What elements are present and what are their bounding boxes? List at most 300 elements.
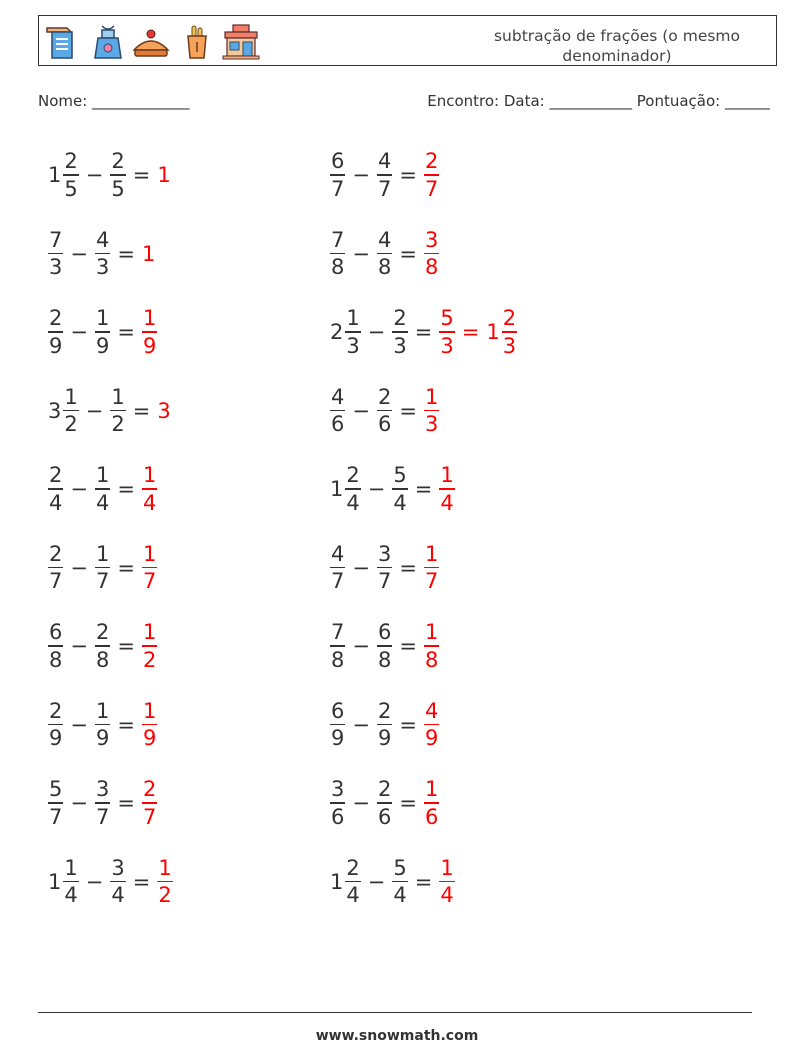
numerator: 1 xyxy=(95,463,110,488)
fraction xyxy=(142,463,157,515)
fraction xyxy=(330,385,345,437)
numerator: 1 xyxy=(64,384,78,409)
numerator: 4 xyxy=(377,149,392,174)
name-field-label: Nome: _____________ xyxy=(38,92,190,110)
answer xyxy=(424,699,439,751)
numerator: 3 xyxy=(111,855,125,880)
apron-icon xyxy=(88,22,128,62)
numerator: 2 xyxy=(49,463,63,488)
fraction-bar xyxy=(48,253,63,255)
fraction-bar xyxy=(424,724,439,726)
denominator: 4 xyxy=(142,490,157,515)
equals-sign: = xyxy=(132,163,151,187)
fraction xyxy=(142,306,157,358)
numerator: 4 xyxy=(331,384,345,409)
fraction xyxy=(345,306,360,358)
numerator: 4 xyxy=(377,227,392,252)
numerator: 1 xyxy=(111,384,125,409)
denominator: 3 xyxy=(440,333,454,358)
equals-sign: = xyxy=(399,712,417,737)
answer xyxy=(439,463,454,515)
answer xyxy=(157,163,172,187)
numerator: 3 xyxy=(331,777,345,802)
fraction-bar xyxy=(330,253,345,255)
whole-number: 1 xyxy=(48,869,62,894)
fraction-bar xyxy=(95,567,110,569)
minus-sign: − xyxy=(352,634,370,658)
numerator: 6 xyxy=(377,620,392,645)
equals-sign: = xyxy=(399,241,417,266)
denominator: 4 xyxy=(440,490,454,515)
denominator: 8 xyxy=(49,647,63,672)
numerator: 4 xyxy=(424,698,439,723)
numerator: 2 xyxy=(377,698,392,723)
numerator: 7 xyxy=(331,227,345,252)
fraction-bar xyxy=(424,174,439,176)
problem-item xyxy=(48,773,157,833)
fraction xyxy=(48,699,63,751)
fraction xyxy=(110,149,125,201)
fraction-bar xyxy=(95,253,110,255)
footer-url: www.snowmath.com xyxy=(315,1028,479,1044)
numerator: 2 xyxy=(49,698,63,723)
denominator: 4 xyxy=(346,490,360,515)
problem-item xyxy=(330,145,439,205)
denominator: 3 xyxy=(502,333,517,358)
fraction-bar xyxy=(142,802,157,804)
denominator: 6 xyxy=(377,804,392,829)
minus-sign: − xyxy=(352,712,370,737)
denominator: 3 xyxy=(49,255,63,280)
numerator: 5 xyxy=(393,463,407,488)
numerator: 7 xyxy=(49,227,63,252)
numerator: 5 xyxy=(440,306,454,331)
fraction xyxy=(95,699,110,751)
fraction-bar xyxy=(424,253,439,255)
fraction-bar xyxy=(330,174,345,176)
fraction-bar xyxy=(110,410,125,412)
denominator: 7 xyxy=(142,804,157,829)
equals-sign: = xyxy=(117,241,135,266)
denominator: 7 xyxy=(424,176,439,201)
fraction xyxy=(424,620,439,672)
fraction xyxy=(142,777,157,829)
numerator: 7 xyxy=(331,620,345,645)
problem-item xyxy=(48,852,173,912)
minus-sign: − xyxy=(352,555,370,580)
problem-item xyxy=(48,538,157,598)
denominator: 3 xyxy=(393,333,407,358)
numerator: 2 xyxy=(49,306,63,331)
numerator: 1 xyxy=(424,620,439,645)
denominator: 2 xyxy=(158,883,172,908)
fraction xyxy=(48,306,63,358)
whole-number: 1 xyxy=(330,477,344,501)
fraction xyxy=(157,856,172,908)
answer xyxy=(142,699,157,751)
denominator: 8 xyxy=(377,647,392,672)
answer xyxy=(142,777,157,829)
fraction xyxy=(142,620,157,672)
fraction xyxy=(439,463,454,515)
problem-item xyxy=(48,224,157,284)
fraction xyxy=(330,620,345,672)
fraction-bar xyxy=(424,410,439,412)
fraction xyxy=(63,149,78,201)
equals-sign: = xyxy=(117,791,135,815)
numerator: 1 xyxy=(346,306,360,331)
fraction xyxy=(345,463,360,515)
fraction-bar xyxy=(345,331,360,333)
answer xyxy=(424,777,439,829)
equals-sign: = xyxy=(399,791,417,815)
minus-sign: − xyxy=(367,320,386,344)
fraction xyxy=(142,699,157,751)
fraction xyxy=(424,149,439,201)
fraction-bar xyxy=(424,645,439,647)
numerator: 2 xyxy=(377,384,392,409)
fraction-bar xyxy=(142,645,157,647)
fraction xyxy=(377,385,392,437)
numerator: 1 xyxy=(424,777,439,802)
denominator: 8 xyxy=(331,647,345,672)
fraction-bar xyxy=(63,410,78,412)
fraction-bar xyxy=(377,174,392,176)
denominator: 9 xyxy=(331,726,345,751)
numerator: 1 xyxy=(142,620,157,645)
denominator: 7 xyxy=(424,569,439,594)
answer xyxy=(142,620,157,672)
fraction-bar xyxy=(377,645,392,647)
denominator: 7 xyxy=(49,804,63,829)
fraction xyxy=(95,306,110,358)
bread-bag-icon xyxy=(177,22,217,62)
answer xyxy=(142,463,157,515)
equals-sign: = xyxy=(117,634,135,658)
fraction-bar xyxy=(424,802,439,804)
denominator: 6 xyxy=(331,804,345,829)
minus-sign: − xyxy=(70,241,88,266)
denominator: 9 xyxy=(142,726,157,751)
fraction xyxy=(377,228,392,280)
fraction-bar xyxy=(48,724,63,726)
denominator: 6 xyxy=(424,804,439,829)
numerator: 5 xyxy=(49,777,63,802)
denominator: 4 xyxy=(393,490,407,515)
denominator: 4 xyxy=(49,490,63,515)
numerator: 1 xyxy=(142,306,157,331)
denominator: 3 xyxy=(346,333,360,358)
denominator: 5 xyxy=(111,176,125,201)
denominator: 8 xyxy=(95,647,110,672)
numerator: 1 xyxy=(95,698,110,723)
denominator: 2 xyxy=(64,412,78,437)
numerator: 1 xyxy=(64,855,78,880)
denominator: 5 xyxy=(64,176,78,201)
denominator: 3 xyxy=(424,412,439,437)
denominator: 7 xyxy=(142,569,157,594)
equals-sign: = xyxy=(117,320,135,344)
denominator: 6 xyxy=(377,412,392,437)
denominator: 9 xyxy=(424,726,439,751)
problem-item xyxy=(330,459,455,519)
fraction-bar xyxy=(377,410,392,412)
denominator: 4 xyxy=(393,883,407,908)
problem-item xyxy=(330,773,439,833)
fraction-bar xyxy=(330,567,345,569)
whole-number: 1 xyxy=(486,320,500,344)
denominator: 7 xyxy=(95,569,110,594)
denominator: 2 xyxy=(111,412,125,437)
fraction xyxy=(502,306,517,358)
numerator: 3 xyxy=(95,777,110,802)
fraction xyxy=(330,228,345,280)
student-info-row xyxy=(38,92,770,116)
numerator: 2 xyxy=(64,149,78,174)
denominator: 4 xyxy=(440,883,454,908)
minus-sign: − xyxy=(70,712,88,737)
denominator: 6 xyxy=(331,412,345,437)
numerator: 3 xyxy=(424,227,439,252)
fraction xyxy=(142,542,157,594)
equals-sign: = xyxy=(399,398,417,423)
minus-sign: − xyxy=(85,163,104,187)
problem-item xyxy=(330,616,439,676)
numerator: 1 xyxy=(142,698,157,723)
equals-sign: = xyxy=(117,477,135,501)
fraction xyxy=(424,777,439,829)
numerator: 2 xyxy=(142,777,157,802)
problem-item xyxy=(48,459,157,519)
fraction xyxy=(330,542,345,594)
numerator: 1 xyxy=(158,855,172,880)
fraction-bar xyxy=(377,724,392,726)
whole-number: 3 xyxy=(157,398,171,423)
fraction-bar xyxy=(392,881,407,883)
denominator: 4 xyxy=(111,883,125,908)
numerator: 1 xyxy=(440,855,454,880)
fraction xyxy=(330,149,345,201)
fraction xyxy=(48,542,63,594)
fraction xyxy=(110,385,125,437)
denominator: 3 xyxy=(95,255,110,280)
numerator: 2 xyxy=(95,620,110,645)
equals-sign: = xyxy=(399,555,417,580)
fraction-bar xyxy=(439,331,454,333)
fraction-bar xyxy=(95,724,110,726)
whole-number: 1 xyxy=(330,869,344,894)
problem-item xyxy=(330,381,439,441)
equals-sign: = xyxy=(132,398,151,423)
whole-number: 1 xyxy=(157,163,171,187)
fraction-bar xyxy=(502,331,517,333)
fraction xyxy=(392,856,407,908)
fraction xyxy=(95,777,110,829)
fraction xyxy=(95,542,110,594)
fraction-bar xyxy=(110,881,125,883)
fraction-bar xyxy=(345,488,360,490)
problem-item xyxy=(330,538,439,598)
fraction-bar xyxy=(142,567,157,569)
date-score-field-label: Encontro: Data: ___________ Pontuação: ______ xyxy=(427,92,770,110)
whole-number: 1 xyxy=(48,163,62,187)
fraction xyxy=(377,699,392,751)
equals-sign: = xyxy=(399,163,417,187)
cake-icon xyxy=(131,22,171,62)
numerator: 2 xyxy=(111,149,125,174)
answer xyxy=(439,856,454,908)
whole-number: 1 xyxy=(141,241,156,266)
numerator: 6 xyxy=(49,620,63,645)
problem-item xyxy=(48,381,173,441)
fraction-bar xyxy=(439,488,454,490)
fraction xyxy=(439,856,454,908)
minus-sign: − xyxy=(352,791,370,815)
answer xyxy=(142,306,157,358)
fraction xyxy=(330,777,345,829)
fraction xyxy=(377,149,392,201)
fraction xyxy=(110,856,125,908)
fraction xyxy=(48,463,63,515)
fraction xyxy=(48,777,63,829)
denominator: 9 xyxy=(95,726,110,751)
fraction-bar xyxy=(48,802,63,804)
fraction xyxy=(377,620,392,672)
numerator: 1 xyxy=(424,541,439,566)
denominator: 7 xyxy=(331,176,345,201)
answer xyxy=(157,399,172,423)
denominator: 2 xyxy=(142,647,157,672)
fraction-bar xyxy=(63,881,78,883)
denominator: 9 xyxy=(49,333,63,358)
numerator: 1 xyxy=(142,541,157,566)
answer xyxy=(424,620,439,672)
problem-item xyxy=(48,695,157,755)
numerator: 1 xyxy=(424,384,439,409)
numerator: 2 xyxy=(346,855,360,880)
minus-sign: − xyxy=(70,555,88,580)
fraction-bar xyxy=(95,802,110,804)
answer xyxy=(142,242,157,266)
problem-item xyxy=(330,224,439,284)
minus-sign: − xyxy=(70,477,88,501)
fraction-bar xyxy=(142,724,157,726)
fraction-bar xyxy=(377,253,392,255)
answer xyxy=(157,856,172,908)
fraction xyxy=(424,385,439,437)
equals-sign: = xyxy=(117,555,135,580)
shop-icon xyxy=(221,22,261,62)
numerator: 5 xyxy=(393,855,407,880)
denominator: 8 xyxy=(377,255,392,280)
fraction xyxy=(377,542,392,594)
answer xyxy=(424,228,439,280)
minus-sign: − xyxy=(70,791,88,815)
fraction-bar xyxy=(48,567,63,569)
answer xyxy=(424,149,439,201)
fraction-bar xyxy=(377,802,392,804)
fraction-bar xyxy=(63,174,78,176)
numerator: 1 xyxy=(95,541,110,566)
fraction-bar xyxy=(95,645,110,647)
numerator: 6 xyxy=(331,149,345,174)
fraction-bar xyxy=(392,331,407,333)
numerator: 2 xyxy=(502,306,517,331)
whole-number: 3 xyxy=(48,398,62,423)
numerator: 2 xyxy=(346,463,360,488)
fraction xyxy=(48,620,63,672)
denominator: 7 xyxy=(331,569,345,594)
denominator: 7 xyxy=(49,569,63,594)
problem-item xyxy=(48,302,157,362)
problem-item xyxy=(330,852,455,912)
fraction xyxy=(95,620,110,672)
fraction-bar xyxy=(330,410,345,412)
denominator: 7 xyxy=(95,804,110,829)
denominator: 7 xyxy=(377,569,392,594)
fraction xyxy=(95,463,110,515)
fraction xyxy=(377,777,392,829)
numerator: 4 xyxy=(331,541,345,566)
numerator: 2 xyxy=(49,541,63,566)
answer xyxy=(424,542,439,594)
numerator: 1 xyxy=(142,463,157,488)
fraction-bar xyxy=(110,174,125,176)
fraction-bar xyxy=(330,724,345,726)
fraction-bar xyxy=(424,567,439,569)
fraction xyxy=(48,228,63,280)
numerator: 3 xyxy=(377,541,392,566)
fraction xyxy=(63,385,78,437)
answer xyxy=(424,385,439,437)
fraction xyxy=(330,699,345,751)
fraction xyxy=(439,306,454,358)
worksheet-title: subtração de frações (o mesmo denominador) xyxy=(493,27,741,65)
denominator: 8 xyxy=(424,255,439,280)
fraction-bar xyxy=(330,645,345,647)
minus-sign: − xyxy=(352,398,370,423)
problem-item xyxy=(330,302,517,362)
problem-item xyxy=(330,695,439,755)
numerator: 1 xyxy=(95,306,110,331)
fraction-bar xyxy=(48,645,63,647)
fraction-bar xyxy=(330,802,345,804)
fraction xyxy=(392,463,407,515)
fraction xyxy=(424,542,439,594)
fraction xyxy=(424,699,439,751)
denominator: 9 xyxy=(377,726,392,751)
fraction-bar xyxy=(345,881,360,883)
equals-sign: = xyxy=(117,712,135,737)
denominator: 9 xyxy=(49,726,63,751)
denominator: 7 xyxy=(377,176,392,201)
footer-divider xyxy=(38,1012,752,1013)
denominator: 4 xyxy=(64,883,78,908)
fraction-bar xyxy=(157,881,172,883)
equals-sign: = xyxy=(132,869,151,894)
denominator: 4 xyxy=(95,490,110,515)
whole-number: 2 xyxy=(330,320,344,344)
fraction-bar xyxy=(95,488,110,490)
fraction-bar xyxy=(48,488,63,490)
fraction-bar xyxy=(95,331,110,333)
juice-carton-icon xyxy=(43,22,83,62)
denominator: 9 xyxy=(95,333,110,358)
fraction xyxy=(424,228,439,280)
denominator: 8 xyxy=(331,255,345,280)
worksheet-header xyxy=(38,15,777,66)
fraction xyxy=(392,306,407,358)
